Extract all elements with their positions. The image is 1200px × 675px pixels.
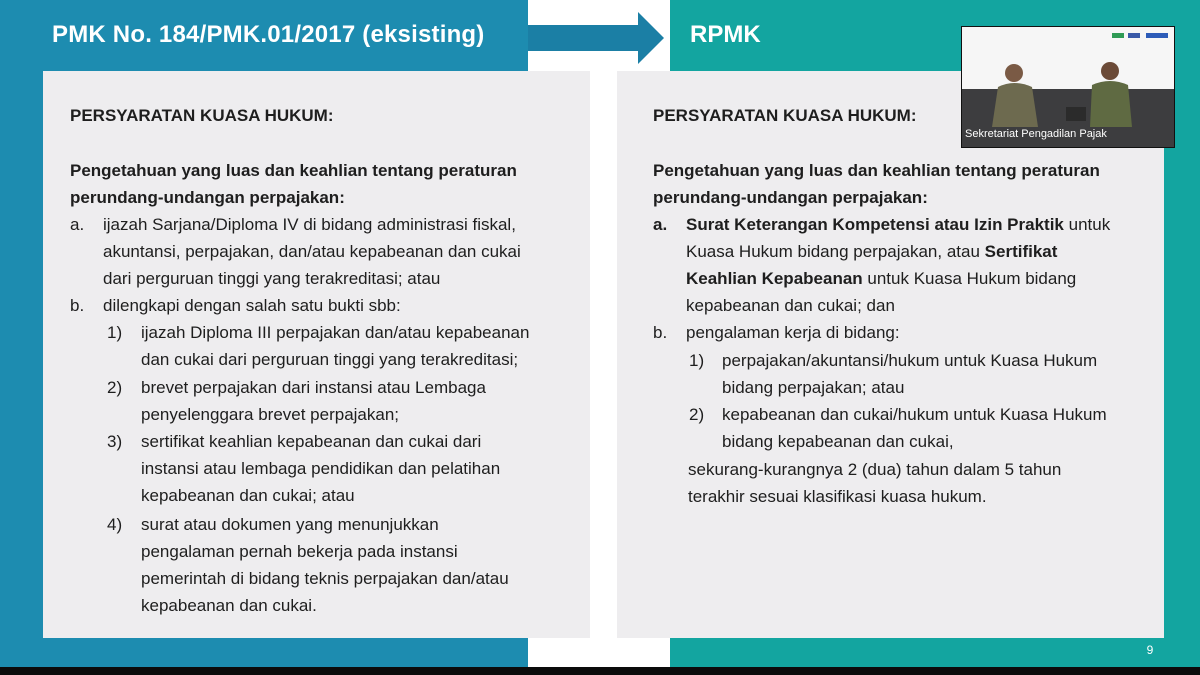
left-item-a-line2: akuntansi, perpajakan, dan/atau kepabeanan dan cukai	[103, 242, 521, 261]
left-item-b-marker: b.	[70, 296, 85, 315]
right-sub2-line2: bidang kepabeanan dan cukai,	[722, 432, 954, 451]
right-closing-line2: terakhir sesuai klasifikasi kuasa hukum.	[688, 487, 987, 506]
left-sub3-marker: 3)	[107, 432, 123, 451]
left-item-a-marker: a.	[70, 215, 85, 234]
right-sub1-line1: perpajakan/akuntansi/hukum untuk Kuasa Hukum	[722, 351, 1098, 370]
right-sub2-marker: 2)	[689, 405, 705, 424]
left-sub3-line3: kepabeanan dan cukai; atau	[141, 486, 355, 505]
right-item-a-line1	[686, 211, 1110, 238]
left-subheading-line2: perundang-undangan perpajakan:	[70, 188, 345, 207]
right-closing-line1: sekurang-kurangnya 2 (dua) tahun dalam 5 tahun	[688, 460, 1062, 479]
right-title: RPMK	[690, 21, 761, 48]
left-sub4-line3: pemerintah di bidang teknis perpajakan dan/atau	[141, 569, 509, 588]
right-item-a-line3-bold: Keahlian Kepabeanan	[686, 269, 863, 288]
left-subheading-line1: Pengetahuan yang luas dan keahlian tentang peraturan	[70, 161, 517, 180]
left-sub1-line1: ijazah Diploma III perpajakan dan/atau kepabeanan	[141, 323, 530, 342]
left-sub1-line2: dan cukai dari perguruan tinggi yang terakreditasi;	[141, 350, 519, 369]
right-item-a-line1-rest: untuk	[1063, 215, 1111, 234]
right-item-a-line4: kepabeanan dan cukai; dan	[686, 296, 895, 315]
right-item-b-line1: pengalaman kerja di bidang:	[686, 323, 900, 342]
left-title: PMK No. 184/PMK.01/2017 (eksisting)	[52, 21, 485, 48]
arrow-right-icon	[528, 12, 668, 64]
left-sub3-line2: instansi atau lembaga pendidikan dan pelatihan	[141, 459, 501, 478]
right-item-a-line2	[686, 238, 1057, 265]
video-overlay[interactable]	[961, 26, 1175, 148]
left-sub1-marker: 1)	[107, 323, 123, 342]
right-card	[617, 71, 1164, 638]
right-sub2-line1: kepabeanan dan cukai/hukum untuk Kuasa Hukum	[722, 405, 1107, 424]
left-sub3-line1: sertifikat keahlian kepabeanan dan cukai dari	[141, 432, 482, 451]
left-item-b-line1: dilengkapi dengan salah satu bukti sbb:	[103, 296, 401, 315]
right-item-b-marker: b.	[653, 323, 668, 342]
left-item-a-line1: ijazah Sarjana/Diploma IV di bidang administrasi fiskal,	[103, 215, 516, 234]
left-card	[43, 71, 590, 638]
right-sub1-marker: 1)	[689, 351, 705, 370]
right-heading: PERSYARATAN KUASA HUKUM:	[653, 106, 917, 125]
bottom-bar	[0, 667, 1200, 675]
left-sub4-marker: 4)	[107, 515, 123, 534]
left-heading: PERSYARATAN KUASA HUKUM:	[70, 106, 334, 125]
left-sub2-line1: brevet perpajakan dari instansi atau Lembaga	[141, 378, 486, 397]
right-item-a-line2-plain: Kuasa Hukum bidang perpajakan, atau	[686, 242, 985, 261]
right-item-a-marker: a.	[653, 215, 668, 234]
right-item-a-line3-rest: untuk Kuasa Hukum bidang	[862, 269, 1077, 288]
page-number: 9	[1146, 643, 1154, 657]
left-sub4-line4: kepabeanan dan cukai.	[141, 596, 317, 615]
right-subheading-line2: perundang-undangan perpajakan:	[653, 188, 928, 207]
left-sub4-line1: surat atau dokumen yang menunjukkan	[141, 515, 439, 534]
right-sub1-line2: bidang perpajakan; atau	[722, 378, 905, 397]
right-subheading-line1: Pengetahuan yang luas dan keahlian tentang peraturan	[653, 161, 1100, 180]
left-sub2-line2: penyelenggara brevet perpajakan;	[141, 405, 400, 424]
left-item-a-line3: dari perguruan tinggi yang terakreditasi; atau	[103, 269, 441, 288]
video-caption: Sekretariat Pengadilan Pajak	[965, 128, 1107, 140]
left-sub4-line2: pengalaman pernah bekerja pada instansi	[141, 542, 458, 561]
left-sub2-marker: 2)	[107, 378, 123, 397]
right-item-a-line1-bold: Surat Keterangan Kompetensi atau Izin Praktik	[686, 215, 1064, 234]
right-item-a-line3	[686, 265, 1076, 292]
right-item-a-line2-bold: Sertifikat	[984, 242, 1058, 261]
